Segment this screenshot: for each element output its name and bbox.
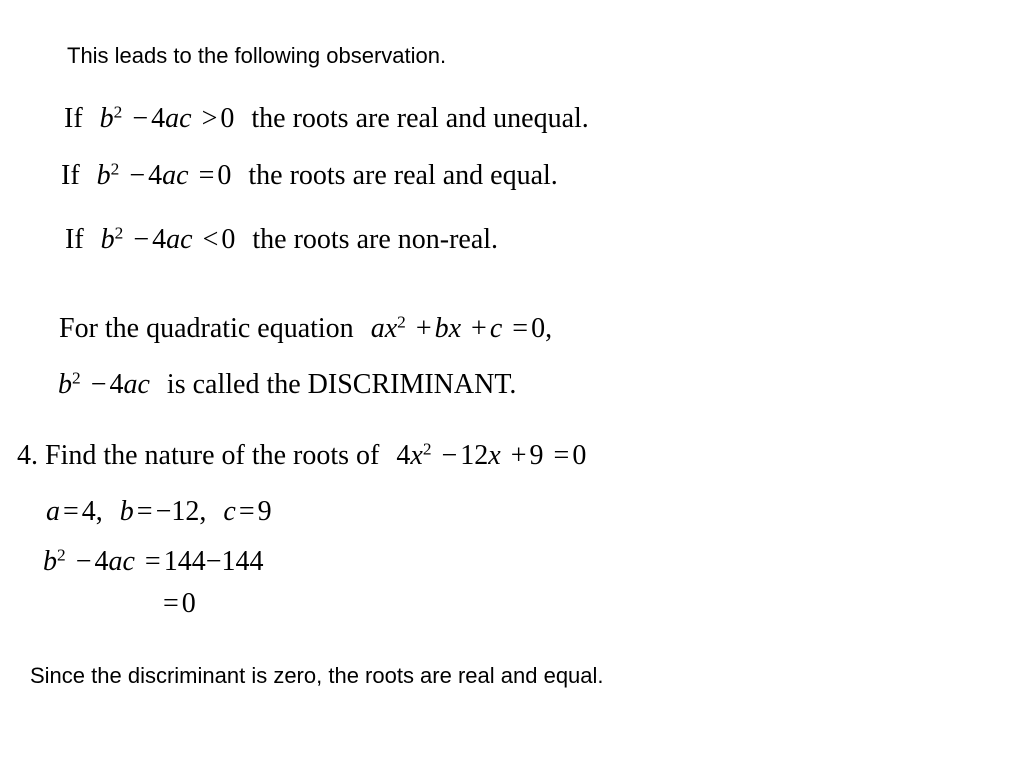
question-lead: 4. Find the nature of the roots of [17, 440, 380, 471]
var-b: b [119, 496, 134, 527]
var-b: b [99, 103, 114, 134]
result-value: 0 [181, 588, 196, 619]
relation-sign: < [202, 224, 219, 255]
plus-sign: + [471, 313, 487, 344]
var-b: b [43, 546, 57, 577]
exponent: 2 [113, 102, 123, 122]
var-x: x [410, 440, 423, 471]
rule-if: If [64, 103, 83, 134]
exponent: 2 [110, 159, 120, 179]
var-a: a [370, 313, 385, 344]
exponent: 2 [397, 312, 406, 332]
rhs-value: 0 [220, 103, 235, 134]
definition-lead: For the quadratic equation [59, 313, 354, 344]
rhs-value: 0 [217, 160, 232, 191]
equals-sign: = [512, 313, 529, 344]
zero: 0 [531, 313, 546, 344]
rule-text: the roots are non-real. [252, 224, 499, 255]
equals-sign: = [163, 588, 179, 619]
minus-sign: − [132, 103, 149, 134]
rule-unequal [64, 103, 589, 135]
rule-if: If [65, 224, 84, 255]
intro-text: This leads to the following observation. [67, 43, 447, 68]
var-x: x [488, 440, 501, 471]
equals-sign: = [144, 546, 161, 577]
rhs-value: 0 [221, 224, 236, 255]
result-line [160, 588, 196, 620]
plus-sign: + [415, 313, 432, 344]
conclusion-text: Since the discriminant is zero, the roots are real and equal. [30, 663, 604, 688]
rule-if: If [61, 160, 80, 191]
const-9: 9 [529, 440, 544, 471]
var-ac: ac [162, 160, 189, 191]
minus-sign: − [75, 546, 92, 577]
var-b: b [100, 224, 115, 255]
var-ac: ac [166, 224, 193, 255]
exponent: 2 [72, 368, 81, 388]
coef-4: 4 [109, 369, 124, 400]
definition-line [59, 313, 552, 345]
coef-4: 4 [94, 546, 109, 577]
minus-sign: − [90, 369, 107, 400]
var-a: a [46, 496, 60, 527]
plus-sign: + [510, 440, 527, 471]
coef-4: 4 [148, 160, 163, 191]
rule-equal [61, 160, 558, 192]
calc-rhs: 144−144 [163, 546, 264, 577]
minus-sign: − [133, 224, 150, 255]
b-value: −12, [155, 496, 207, 527]
exponent: 2 [114, 223, 124, 243]
c-value: 9 [257, 496, 272, 527]
comma: , [545, 313, 553, 344]
discriminant-definition [58, 369, 516, 401]
var-ac: ac [123, 369, 150, 400]
var-b: b [58, 369, 72, 400]
exponent: 2 [57, 545, 66, 565]
coefficients-line [46, 496, 272, 528]
calculation-line [43, 546, 264, 578]
var-x: x [448, 313, 462, 344]
equals-sign: = [63, 496, 79, 527]
coef-4: 4 [396, 440, 411, 471]
rule-text: the roots are real and unequal. [251, 103, 589, 134]
minus-sign: − [441, 440, 458, 471]
relation-sign: > [201, 103, 218, 134]
equals-sign: = [238, 496, 255, 527]
var-ac: ac [165, 103, 192, 134]
zero: 0 [572, 440, 587, 471]
var-ac: ac [108, 546, 135, 577]
coef-4: 4 [151, 103, 166, 134]
minus-sign: − [129, 160, 146, 191]
relation-sign: = [198, 160, 215, 191]
exponent: 2 [422, 439, 432, 459]
rule-text: the roots are real and equal. [248, 160, 558, 191]
var-c: c [223, 496, 236, 527]
var-b: b [96, 160, 111, 191]
called-text: is called the DISCRIMINANT. [166, 369, 517, 400]
var-b: b [434, 313, 449, 344]
var-c: c [489, 313, 503, 344]
rule-nonreal [65, 224, 498, 256]
a-value: 4, [81, 496, 103, 527]
var-x: x [384, 313, 398, 344]
coef-4: 4 [152, 224, 167, 255]
question-line [17, 440, 586, 472]
coef-12: 12 [460, 440, 489, 471]
equals-sign: = [136, 496, 153, 527]
equals-sign: = [553, 440, 570, 471]
